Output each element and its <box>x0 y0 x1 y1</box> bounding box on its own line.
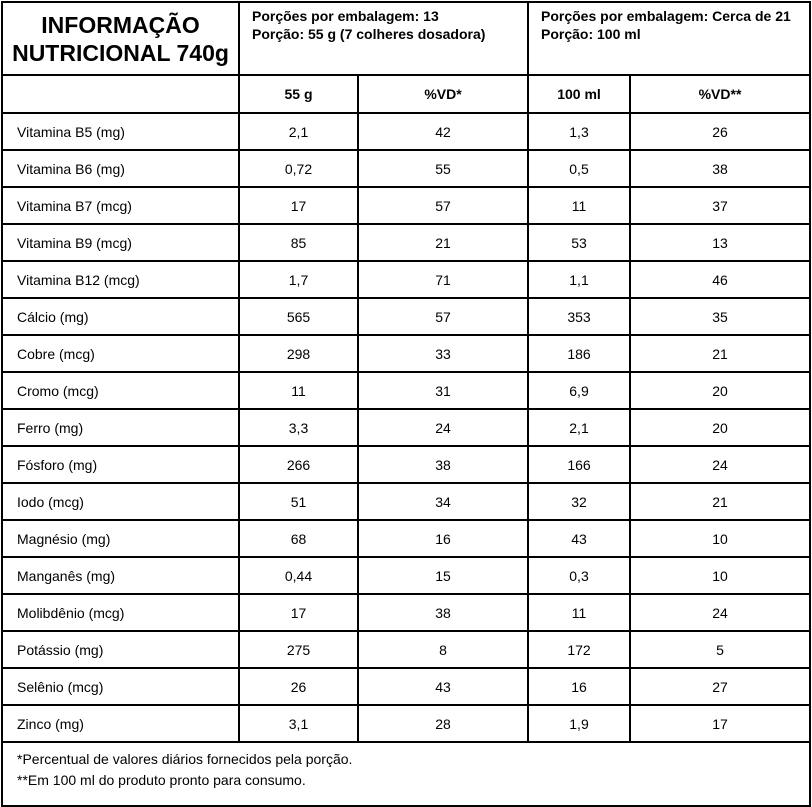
daily-value-percent-100ml: 13 <box>630 224 810 261</box>
value-55g: 298 <box>239 335 358 372</box>
column-header-55g: 55 g <box>239 75 358 113</box>
nutrient-name: Potássio (mg) <box>2 631 239 668</box>
value-55g: 26 <box>239 668 358 705</box>
value-55g: 275 <box>239 631 358 668</box>
daily-value-percent-55g: 28 <box>358 705 528 742</box>
value-100ml: 2,1 <box>528 409 630 446</box>
value-100ml: 0,5 <box>528 150 630 187</box>
daily-value-percent-100ml: 17 <box>630 705 810 742</box>
daily-value-percent-55g: 24 <box>358 409 528 446</box>
daily-value-percent-55g: 57 <box>358 187 528 224</box>
daily-value-percent-100ml: 35 <box>630 298 810 335</box>
value-100ml: 16 <box>528 668 630 705</box>
table-row <box>2 668 810 705</box>
value-100ml: 1,3 <box>528 113 630 150</box>
nutrient-name: Manganês (mg) <box>2 557 239 594</box>
title-line-2: NUTRICIONAL 740g <box>12 39 229 66</box>
table-row <box>2 187 810 224</box>
nutrient-name: Magnésio (mg) <box>2 520 239 557</box>
daily-value-percent-100ml: 46 <box>630 261 810 298</box>
nutrient-name: Vitamina B5 (mg) <box>2 113 239 150</box>
value-55g: 3,3 <box>239 409 358 446</box>
daily-value-percent-100ml: 10 <box>630 557 810 594</box>
table-row <box>2 705 810 742</box>
nutrient-name: Zinco (mg) <box>2 705 239 742</box>
table-row <box>2 409 810 446</box>
daily-value-percent-55g: 21 <box>358 224 528 261</box>
value-100ml: 1,9 <box>528 705 630 742</box>
daily-value-percent-100ml: 10 <box>630 520 810 557</box>
nutrient-name: Selênio (mcg) <box>2 668 239 705</box>
value-100ml: 6,9 <box>528 372 630 409</box>
value-55g: 2,1 <box>239 113 358 150</box>
table-row <box>2 483 810 520</box>
value-55g: 17 <box>239 187 358 224</box>
daily-value-percent-100ml: 24 <box>630 594 810 631</box>
table-row <box>2 372 810 409</box>
value-100ml: 43 <box>528 520 630 557</box>
daily-value-percent-55g: 16 <box>358 520 528 557</box>
portion-right: Porção: 100 ml <box>541 26 641 42</box>
header-row <box>2 2 810 75</box>
daily-value-percent-55g: 57 <box>358 298 528 335</box>
table-row <box>2 150 810 187</box>
value-55g: 565 <box>239 298 358 335</box>
daily-value-percent-55g: 43 <box>358 668 528 705</box>
daily-value-percent-55g: 38 <box>358 446 528 483</box>
serving-info-100ml <box>528 2 810 75</box>
daily-value-percent-55g: 15 <box>358 557 528 594</box>
footnotes <box>2 742 810 806</box>
daily-value-percent-55g: 31 <box>358 372 528 409</box>
portion-left: Porção: 55 g (7 colheres dosadora) <box>252 26 486 42</box>
column-header-100ml: 100 ml <box>528 75 630 113</box>
daily-value-percent-100ml: 24 <box>630 446 810 483</box>
nutrient-name: Ferro (mg) <box>2 409 239 446</box>
column-header-vd2: %VD** <box>630 75 810 113</box>
servings-per-package-right: Porções por embalagem: Cerca de 21 <box>541 8 791 24</box>
daily-value-percent-55g: 42 <box>358 113 528 150</box>
daily-value-percent-100ml: 5 <box>630 631 810 668</box>
table-row <box>2 261 810 298</box>
servings-per-package-left: Porções por embalagem: 13 <box>252 8 439 24</box>
daily-value-percent-55g: 33 <box>358 335 528 372</box>
table-row <box>2 113 810 150</box>
column-header-vd1: %VD* <box>358 75 528 113</box>
value-100ml: 1,1 <box>528 261 630 298</box>
table-row <box>2 631 810 668</box>
value-55g: 3,1 <box>239 705 358 742</box>
footnote-2: **Em 100 ml do produto pronto para consumo. <box>17 772 306 788</box>
value-55g: 17 <box>239 594 358 631</box>
table-row <box>2 557 810 594</box>
column-header-row <box>2 75 810 113</box>
serving-info-55g <box>239 2 528 75</box>
daily-value-percent-100ml: 21 <box>630 483 810 520</box>
value-55g: 1,7 <box>239 261 358 298</box>
daily-value-percent-100ml: 26 <box>630 113 810 150</box>
table-row <box>2 335 810 372</box>
nutrient-name: Cálcio (mg) <box>2 298 239 335</box>
value-55g: 0,44 <box>239 557 358 594</box>
daily-value-percent-100ml: 38 <box>630 150 810 187</box>
value-55g: 68 <box>239 520 358 557</box>
table-row <box>2 224 810 261</box>
table-row <box>2 520 810 557</box>
title-line-1: INFORMAÇÃO <box>41 11 200 38</box>
daily-value-percent-55g: 71 <box>358 261 528 298</box>
value-100ml: 166 <box>528 446 630 483</box>
nutrient-name: Cobre (mcg) <box>2 335 239 372</box>
daily-value-percent-55g: 34 <box>358 483 528 520</box>
nutrient-name: Fósforo (mg) <box>2 446 239 483</box>
nutrient-name: Vitamina B7 (mcg) <box>2 187 239 224</box>
footnote-row <box>2 742 810 806</box>
value-100ml: 186 <box>528 335 630 372</box>
daily-value-percent-55g: 55 <box>358 150 528 187</box>
daily-value-percent-100ml: 20 <box>630 372 810 409</box>
value-100ml: 172 <box>528 631 630 668</box>
daily-value-percent-55g: 38 <box>358 594 528 631</box>
value-100ml: 32 <box>528 483 630 520</box>
table-row <box>2 594 810 631</box>
nutrient-name: Vitamina B12 (mcg) <box>2 261 239 298</box>
column-header-blank <box>2 75 239 113</box>
value-100ml: 53 <box>528 224 630 261</box>
table-row <box>2 298 810 335</box>
daily-value-percent-100ml: 27 <box>630 668 810 705</box>
nutrient-name: Molibdênio (mcg) <box>2 594 239 631</box>
nutrient-name: Vitamina B6 (mg) <box>2 150 239 187</box>
nutrient-name: Vitamina B9 (mcg) <box>2 224 239 261</box>
footnote-1: *Percentual de valores diários fornecidos pela porção. <box>17 751 353 767</box>
nutrient-name: Iodo (mcg) <box>2 483 239 520</box>
value-55g: 85 <box>239 224 358 261</box>
daily-value-percent-100ml: 21 <box>630 335 810 372</box>
value-100ml: 353 <box>528 298 630 335</box>
daily-value-percent-55g: 8 <box>358 631 528 668</box>
value-100ml: 11 <box>528 187 630 224</box>
nutrient-name: Cromo (mcg) <box>2 372 239 409</box>
value-55g: 51 <box>239 483 358 520</box>
value-55g: 266 <box>239 446 358 483</box>
daily-value-percent-100ml: 20 <box>630 409 810 446</box>
table-row <box>2 446 810 483</box>
nutrition-table <box>1 1 811 807</box>
daily-value-percent-100ml: 37 <box>630 187 810 224</box>
value-100ml: 0,3 <box>528 557 630 594</box>
value-55g: 11 <box>239 372 358 409</box>
value-55g: 0,72 <box>239 150 358 187</box>
value-100ml: 11 <box>528 594 630 631</box>
table-title <box>2 2 239 75</box>
